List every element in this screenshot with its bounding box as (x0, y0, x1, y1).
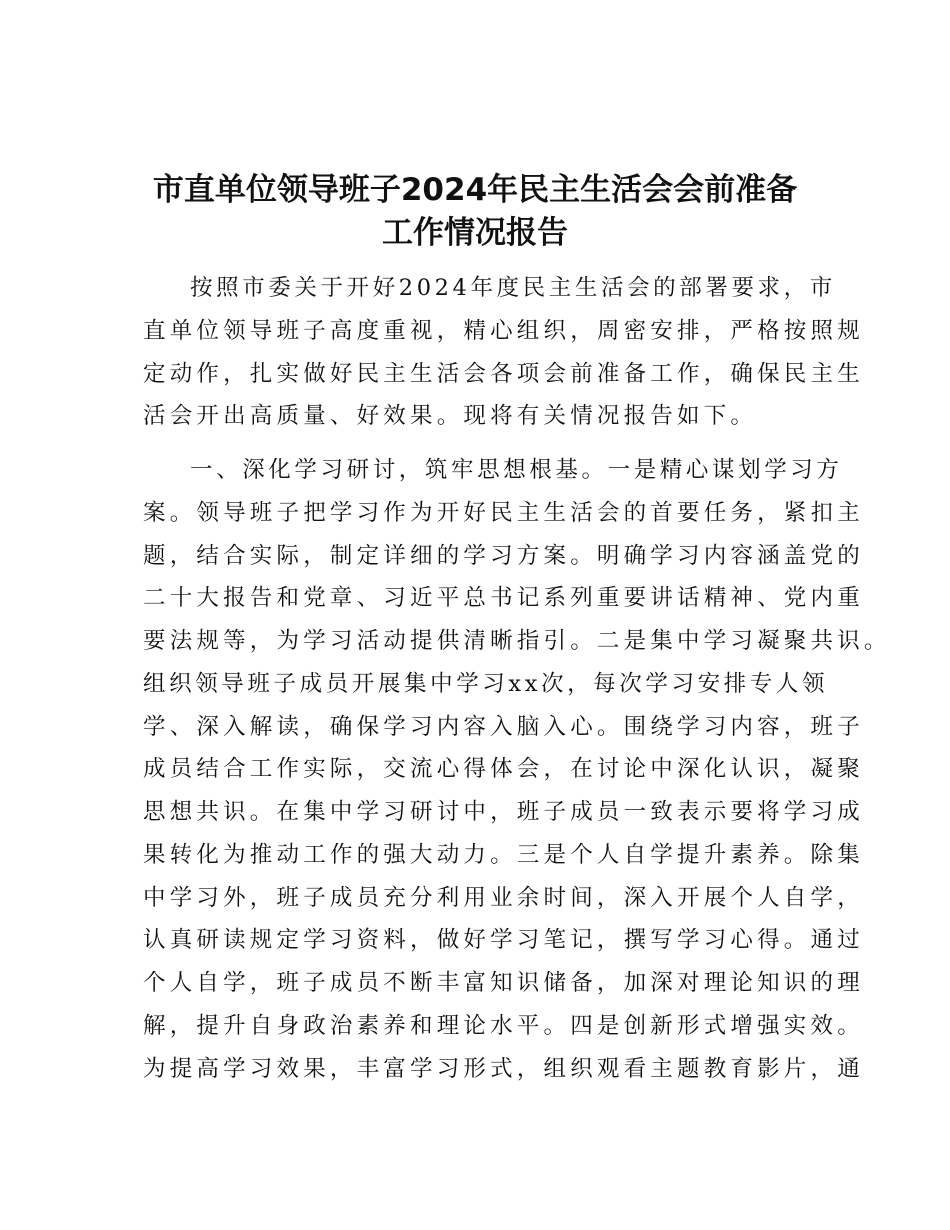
document-title-line-1: 市直单位领导班子2024年民主生活会会前准备 (152, 172, 798, 208)
paragraph-line: 解，提升自身政治素养和理论水平。四是创新形式增强实效。 (143, 1013, 864, 1039)
paragraph-line: 个人自学，班子成员不断丰富知识储备，加深对理论知识的理 (143, 970, 864, 996)
paragraph-line: 活会开出高质量、好效果。现将有关情况报告如下。 (143, 403, 758, 429)
paragraph-line: 定动作，扎实做好民主生活会各项会前准备工作，确保民主生 (143, 361, 864, 387)
paragraph-line: 直单位领导班子高度重视，精心组织，周密安排，严格按照规 (143, 318, 864, 344)
paragraph-line: 思想共识。在集中学习研讨中，班子成员一致表示要将学习成 (143, 799, 864, 825)
paragraph-line: 案。领导班子把学习作为开好民主生活会的首要任务，紧扣主 (143, 500, 864, 526)
paragraph-line: 组织领导班子成员开展集中学习xx次，每次学习安排专人领 (143, 671, 829, 697)
paragraph-line: 认真研读规定学习资料，做好学习笔记，撰写学习心得。通过 (143, 927, 864, 953)
paragraph-line: 为提高学习效果，丰富学习形式，组织观看主题教育影片，通 (143, 1056, 864, 1082)
paragraph-line: 二十大报告和党章、习近平总书记系列重要讲话精神、党内重 (143, 585, 864, 611)
paragraph-line: 要法规等，为学习活动提供清晰指引。二是集中学习凝聚共识。 (143, 628, 891, 654)
paragraph-line: 中学习外，班子成员充分利用业余时间，深入开展个人自学， (143, 885, 864, 911)
document-title-line-2: 工作情况报告 (382, 215, 568, 251)
paragraph-line: 果转化为推动工作的强大动力。三是个人自学提升素养。除集 (143, 842, 864, 868)
paragraph-line: 题，结合实际，制定详细的学习方案。明确学习内容涵盖党的 (143, 543, 864, 569)
paragraph-line: 学、深入解读，确保学习内容入脑入心。围绕学习内容，班子 (143, 714, 864, 740)
paragraph-line: 按照市委关于开好2024年度民主生活会的部署要求，市 (190, 275, 836, 301)
paragraph-line: 成员结合工作实际，交流心得体会，在讨论中深化认识，凝聚 (143, 756, 864, 782)
paragraph-line: 一、深化学习研讨，筑牢思想根基。一是精心谋划学习方 (190, 457, 843, 483)
